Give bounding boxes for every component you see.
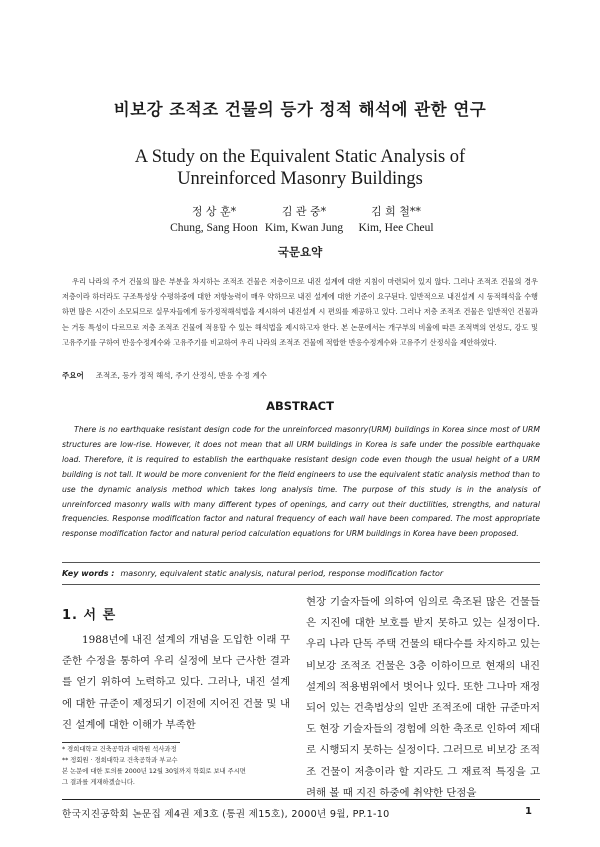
- abstract-english: [62, 423, 540, 542]
- footer-journal-info: 한국지진공학회 논문집 제4권 제3호 (통권 제15호), 2000년 9월, PP.1-10: [62, 809, 390, 820]
- title-english-line-1: A Study on the Equivalent Static Analysis of: [134, 147, 466, 167]
- author-3-korean-name: 김 희 철**: [371, 205, 421, 218]
- body-left-paragraph: 1988년에 내진 설계의 개념을 도입한 이래 꾸준한 수정을 통하여 우리 실정에 보다 근사한 결과를 얻기 위하여 노력하고 있다. 그러나, 내진 설계에 대한 규준이 제정되기 이전에 지어진 건물 및 내진 설계에 대한 이해가 부족한: [62, 634, 290, 731]
- abstract-korean-text: 우리 나라의 주거 건물의 많은 부분을 차지하는 조적조 건물은 저층이므로 내진 설계에 대한 지침이 마련되어 있지 않다. 그러나 조적조 건물의 경우 저층이라 하더라도 구조특성상 수평하중에 대한 저항능력이 매우 약하므로 내진 설계에 대한 기준이 요구된다. 일반적으로 내진설계 시 동적해석을 수행하면 많은 시간이 소모되므로 실무자들에게 등가정적해석법을 제시하여 내진설계 시 편의를 제공하고 있다. 그러나 저층 조적조 건물은 일반적인 건물과는 거동 특성이 다르므로 저층 조적조 건물에 적용할 수 있는 해석법을 제시하고자 한다. 본 논문에서는 개구부의 비율에 따른 조적벽의 연성도, 강도 및 고유주기를 구하여 반응수정계수와 고유주기를 비교하여 우리 나라의 조적조 건물에 적합한 반응수정계수와 고유주기 산정식을 제안하였다.: [62, 277, 538, 347]
- keywords-english: [62, 569, 540, 578]
- abstract-korean-heading: 국문요약: [277, 245, 323, 259]
- author-1-korean-name: 정 상 훈*: [191, 205, 237, 218]
- author-3: [316, 204, 476, 236]
- footnote-4: 그 결과를 게재하겠습니다.: [62, 779, 135, 786]
- footnote-3: 본 논문에 대한 토의를 2000년 12월 30일까지 학회로 보내 주시면: [62, 768, 246, 775]
- keywords-english-label: Key words :: [62, 569, 115, 578]
- keywords-korean: [62, 370, 538, 381]
- abstract-english-heading: ABSTRACT: [266, 399, 334, 413]
- body-right-paragraph: 현장 기술자들에 의하여 임의로 축조된 많은 건물들은 지진에 대한 보호를 받지 못하고 있는 실정이다. 우리 나라 단독 주택 건물의 태다수를 차지하고 있는 비보강 조적조 건물은 3층 이하이므로 현재의 내진 설계의 적용범위에서 벗어나 있다. 또한 그나마 재정되어 있는 건축법상의 일반 조적조에 대한 규준마저도 현장 기술자들의 경험에 의한 축조로 인하여 제대로 시행되지 못하는 실정이다. 그러므로 비보강 조적조 건물이 저층이라 할 지라도 그 재료적 특징을 고려해 볼 때 지진 하중에 취약한 단점을: [306, 596, 540, 799]
- abstract-korean: [62, 274, 538, 350]
- abstract-english-text: There is no earthquake resistant design code for the unreinforced masonry(URM) buildings in Korea since most of URM structures are low-rise. However, it does not mean that all URM buildings in Korea is safe under the possible earthquake load. Therefore, it is required to establish the earthquake resistant design code even though the usual height of a URM building is not tall. It would be more convenient for the field engineers to use the equivalent static analysis method than to use the dynamic analysis method which takes long analysis time. The purpose of this study is in the analysis of unreinforced masonry walls with many different types of openings, and carry out their ductilities, strengths, and natural frequencies. Response modification factor and natural frequency of each wall have been compared. The most appropriate response modification factor and natural period calculation equations for URM buildings in Korea have been proposed.: [62, 425, 540, 539]
- footer-rule: [62, 799, 540, 800]
- keywords-korean-label: 주요어: [62, 371, 84, 380]
- keywords-bottom-rule: [62, 584, 540, 585]
- title-korean: 비보강 조적조 건물의 등가 정적 해석에 관한 연구: [113, 100, 487, 119]
- page-number: 1: [525, 806, 532, 817]
- footnote-1: * 경희대학교 건축공학과 대학원 석사과정: [62, 746, 177, 753]
- footnote-2: ** 정회원 · 경희대학교 건축공학과 부교수: [62, 757, 178, 764]
- body-column-right: [306, 592, 540, 804]
- section-1-heading: 1. 서 론: [62, 608, 117, 623]
- footnotes: [62, 744, 290, 788]
- keywords-english-text: masonry, equivalent static analysis, natural period, response modification factor: [120, 569, 444, 578]
- keywords-top-rule: [62, 562, 540, 563]
- author-2-english-name: Kim, Kwan Jung: [264, 222, 344, 234]
- author-2-korean-name: 김 관 중*: [281, 205, 327, 218]
- author-1-english-name: Chung, Sang Hoon: [170, 222, 258, 234]
- author-3-english-name: Kim, Hee Cheul: [358, 222, 434, 234]
- keywords-korean-text: 조적조, 등가 정적 해석, 주기 산정식, 반응 수정 계수: [95, 371, 267, 380]
- title-english-line-2: Unreinforced Masonry Buildings: [177, 169, 423, 189]
- body-column-left: [62, 630, 290, 736]
- footnote-rule: [62, 742, 180, 743]
